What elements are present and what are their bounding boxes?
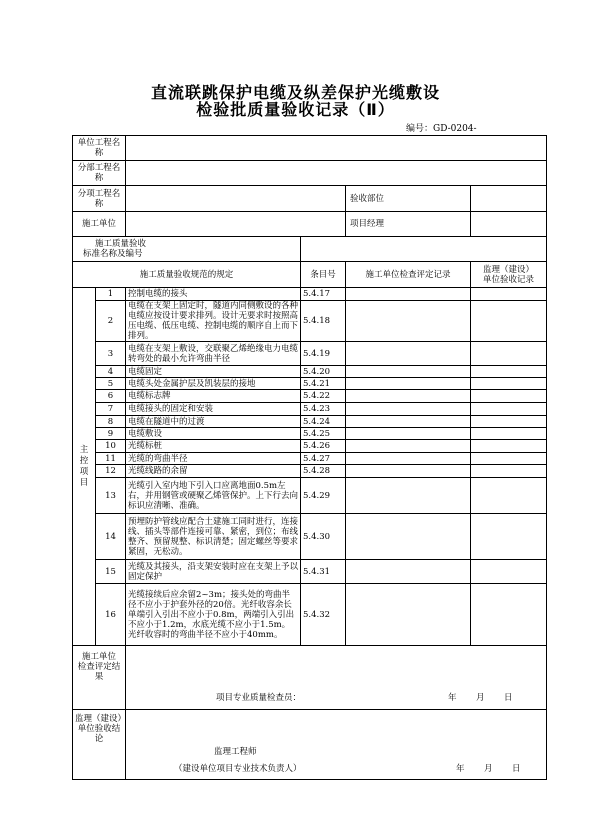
item-number: 5 <box>96 378 126 390</box>
item-clause: 5.4.28 <box>301 465 346 478</box>
construction-eval-label <box>73 646 126 710</box>
item-number: 7 <box>96 403 126 416</box>
check-record-column-header: 施工单位检查评定记录 <box>346 262 471 288</box>
conclusion-date-day: 日 <box>512 764 521 774</box>
item-row <box>73 478 547 514</box>
item-spec-text: 光缆及其接头，沿支架安装时应在支架上予以固定保护 <box>126 560 301 584</box>
item-check-record[interactable] <box>346 390 471 403</box>
standard-label-line2: 标准名称及编号 <box>83 249 143 259</box>
engineer-label: 监理工程师 <box>214 747 257 757</box>
project-manager-value[interactable] <box>471 212 547 237</box>
item-spec-text: 电缆敷设 <box>126 428 301 440</box>
item-spec-text: 电缆在支架上敷设，交联聚乙烯绝缘电力电缆转弯处的最小允许弯曲半径 <box>126 342 301 366</box>
item-check-record[interactable] <box>346 465 471 478</box>
item-row <box>73 416 547 428</box>
document-code: 编号：GD-0204- <box>406 124 477 134</box>
construction-eval-line1: 施工单位 <box>82 652 117 662</box>
supervision-header-line1: 监理（建设） <box>483 264 535 275</box>
item-row <box>73 301 547 342</box>
item-spec-text: 电缆标志牌 <box>126 390 301 403</box>
main-control-items <box>73 288 547 646</box>
item-supervision-record[interactable] <box>471 453 547 465</box>
item-number: 16 <box>96 584 126 646</box>
item-clause: 5.4.19 <box>301 342 346 366</box>
item-number: 12 <box>96 465 126 478</box>
item-check-record[interactable] <box>346 514 471 560</box>
item-spec-text: 预埋防护管线应配合土建施工同时进行，连接线、插头等部件连接可靠、紧密，到位；布线整齐、预留规整、标识清楚；固定螺丝等要求紧固，无松动。 <box>126 514 301 560</box>
eval-date-day: 日 <box>504 693 513 703</box>
construction-eval-value[interactable] <box>126 646 547 710</box>
sub-project-value[interactable] <box>126 161 547 186</box>
item-clause: 5.4.32 <box>301 584 346 646</box>
main-control-char: 主 <box>79 444 89 455</box>
unit-project-label: 单位工程名称 <box>73 136 126 161</box>
item-number: 3 <box>96 342 126 366</box>
item-supervision-record[interactable] <box>471 465 547 478</box>
document-title-line2: 检验批质量验收记录（Ⅱ） <box>196 100 395 119</box>
item-row <box>73 390 547 403</box>
item-project-label: 分项工程名称 <box>73 186 126 212</box>
row-supervision-conclusion <box>73 710 547 780</box>
acceptance-part-label: 验收部位 <box>346 186 471 212</box>
row-construction-unit <box>73 212 547 237</box>
item-check-record[interactable] <box>346 301 471 342</box>
supervision-column-header <box>471 262 547 288</box>
item-spec-text: 电缆接头的固定和安装 <box>126 403 301 416</box>
item-spec-text: 电缆在支架上固定时，隧道内同侧敷设的各种电缆应按设计要求排列。设计无要求时按照高压电缆、低压电缆、控制电缆的顺序自上而下排列。 <box>126 301 301 342</box>
item-clause: 5.4.17 <box>301 288 346 301</box>
supervision-conclusion-label <box>73 710 126 780</box>
main-control-char: 控 <box>79 455 89 466</box>
item-supervision-record[interactable] <box>471 301 547 342</box>
item-row <box>73 560 547 584</box>
item-supervision-record[interactable] <box>471 478 547 514</box>
eval-date-month: 月 <box>476 693 485 703</box>
item-spec-text: 光缆线路的余留 <box>126 465 301 478</box>
conclusion-date-month: 月 <box>484 764 493 774</box>
item-clause: 5.4.21 <box>301 378 346 390</box>
item-row <box>73 366 547 378</box>
item-check-record[interactable] <box>346 560 471 584</box>
item-number: 14 <box>96 514 126 560</box>
row-sub-project <box>73 161 547 186</box>
standard-label <box>73 237 301 262</box>
item-check-record[interactable] <box>346 288 471 301</box>
item-clause: 5.4.25 <box>301 428 346 440</box>
item-number: 2 <box>96 301 126 342</box>
engineer-note: （建设单位项目专业技术负责人） <box>174 764 302 774</box>
item-number: 11 <box>96 453 126 465</box>
item-row <box>73 428 547 440</box>
item-row <box>73 378 547 390</box>
item-number: 10 <box>96 440 126 453</box>
supervision-conclusion-value[interactable] <box>126 710 547 780</box>
item-number: 13 <box>96 478 126 514</box>
item-check-record[interactable] <box>346 453 471 465</box>
standard-label-line1: 施工质量验收 <box>95 239 147 249</box>
item-spec-text: 电缆固定 <box>126 366 301 378</box>
construction-eval-line2: 检查评定结果 <box>77 662 121 682</box>
item-check-record[interactable] <box>346 342 471 366</box>
item-supervision-record[interactable] <box>471 366 547 378</box>
item-clause: 5.4.18 <box>301 301 346 342</box>
item-number: 1 <box>96 288 126 301</box>
item-supervision-record[interactable] <box>471 403 547 416</box>
item-project-value[interactable] <box>126 186 346 212</box>
item-row <box>73 403 547 416</box>
unit-project-value[interactable] <box>126 136 547 161</box>
item-check-record[interactable] <box>346 428 471 440</box>
item-check-record[interactable] <box>346 378 471 390</box>
item-row <box>73 584 547 646</box>
construction-unit-label: 施工单位 <box>73 212 126 237</box>
row-construction-evaluation <box>73 646 547 710</box>
item-row <box>73 440 547 453</box>
item-clause: 5.4.30 <box>301 514 346 560</box>
item-row <box>73 342 547 366</box>
clause-column-header: 条目号 <box>301 262 346 288</box>
item-supervision-record[interactable] <box>471 416 547 428</box>
item-spec-text: 光缆接续后应余留2~3m；接头处的弯曲半径不应小于护套外径的20倍。光纤收容余长单端引入引出不应小于0.8m，两端引入引出不应小于1.2m，水底光缆不应小于1.5m。光纤收容时的弯曲半径不应小于40mm。 <box>126 584 301 646</box>
acceptance-part-value[interactable] <box>471 186 547 212</box>
construction-unit-value[interactable] <box>126 212 346 237</box>
item-supervision-record[interactable] <box>471 584 547 646</box>
conclusion-date-year: 年 <box>456 764 465 774</box>
item-spec-text: 光缆标桩 <box>126 440 301 453</box>
eval-date-year: 年 <box>448 693 457 703</box>
spec-column-header: 施工质量验收规范的规定 <box>73 262 301 288</box>
item-supervision-record[interactable] <box>471 428 547 440</box>
standard-value[interactable] <box>301 237 547 262</box>
item-number: 4 <box>96 366 126 378</box>
item-spec-text: 光缆的弯曲半径 <box>126 453 301 465</box>
inspector-label: 项目专业质量检查员： <box>216 693 302 703</box>
item-row <box>73 465 547 478</box>
item-check-record[interactable] <box>346 416 471 428</box>
supervision-conclusion-line2: 单位验收结论 <box>77 724 121 744</box>
acceptance-record-table <box>72 135 547 780</box>
row-standard <box>73 237 547 262</box>
supervision-header-line2: 单位验收记录 <box>483 274 535 285</box>
project-manager-label: 项目经理 <box>346 212 471 237</box>
item-check-record[interactable] <box>346 366 471 378</box>
item-check-record[interactable] <box>346 440 471 453</box>
main-control-char: 目 <box>79 477 89 488</box>
main-control-char: 项 <box>79 466 89 477</box>
item-spec-text: 电缆头处金属护层及凯装层的接地 <box>126 378 301 390</box>
item-row <box>73 453 547 465</box>
document-title-line1: 直流联跳保护电缆及纵差保护光缆敷设 <box>150 83 440 102</box>
item-supervision-record[interactable] <box>471 440 547 453</box>
item-supervision-record[interactable] <box>471 378 547 390</box>
row-item-project <box>73 186 547 212</box>
item-clause: 5.4.20 <box>301 366 346 378</box>
item-check-record[interactable] <box>346 478 471 514</box>
item-row <box>73 514 547 560</box>
main-control-label <box>73 288 96 646</box>
row-column-headers <box>73 262 547 288</box>
item-supervision-record[interactable] <box>471 514 547 560</box>
row-unit-project <box>73 136 547 161</box>
item-check-record[interactable] <box>346 584 471 646</box>
item-clause: 5.4.24 <box>301 416 346 428</box>
item-clause: 5.4.31 <box>301 560 346 584</box>
item-number: 8 <box>96 416 126 428</box>
item-supervision-record[interactable] <box>471 288 547 301</box>
item-clause: 5.4.27 <box>301 453 346 465</box>
item-spec-text: 控制电缆的接头 <box>126 288 301 301</box>
item-row <box>73 288 547 301</box>
item-number: 9 <box>96 428 126 440</box>
item-supervision-record[interactable] <box>471 342 547 366</box>
item-check-record[interactable] <box>346 403 471 416</box>
item-number: 6 <box>96 390 126 403</box>
sub-project-label: 分部工程名称 <box>73 161 126 186</box>
item-clause: 5.4.22 <box>301 390 346 403</box>
supervision-conclusion-line1: 监理（建设） <box>75 714 127 724</box>
item-clause: 5.4.29 <box>301 478 346 514</box>
item-spec-text: 电缆在隧道中的过渡 <box>126 416 301 428</box>
item-number: 15 <box>96 560 126 584</box>
item-clause: 5.4.26 <box>301 440 346 453</box>
item-supervision-record[interactable] <box>471 390 547 403</box>
item-spec-text: 光缆引入室内地下引入口应离地面0.5m左右，并用钢管或硬聚乙烯管保护。上下行去向标识应清晰、准确。 <box>126 478 301 514</box>
item-clause: 5.4.23 <box>301 403 346 416</box>
item-supervision-record[interactable] <box>471 560 547 584</box>
